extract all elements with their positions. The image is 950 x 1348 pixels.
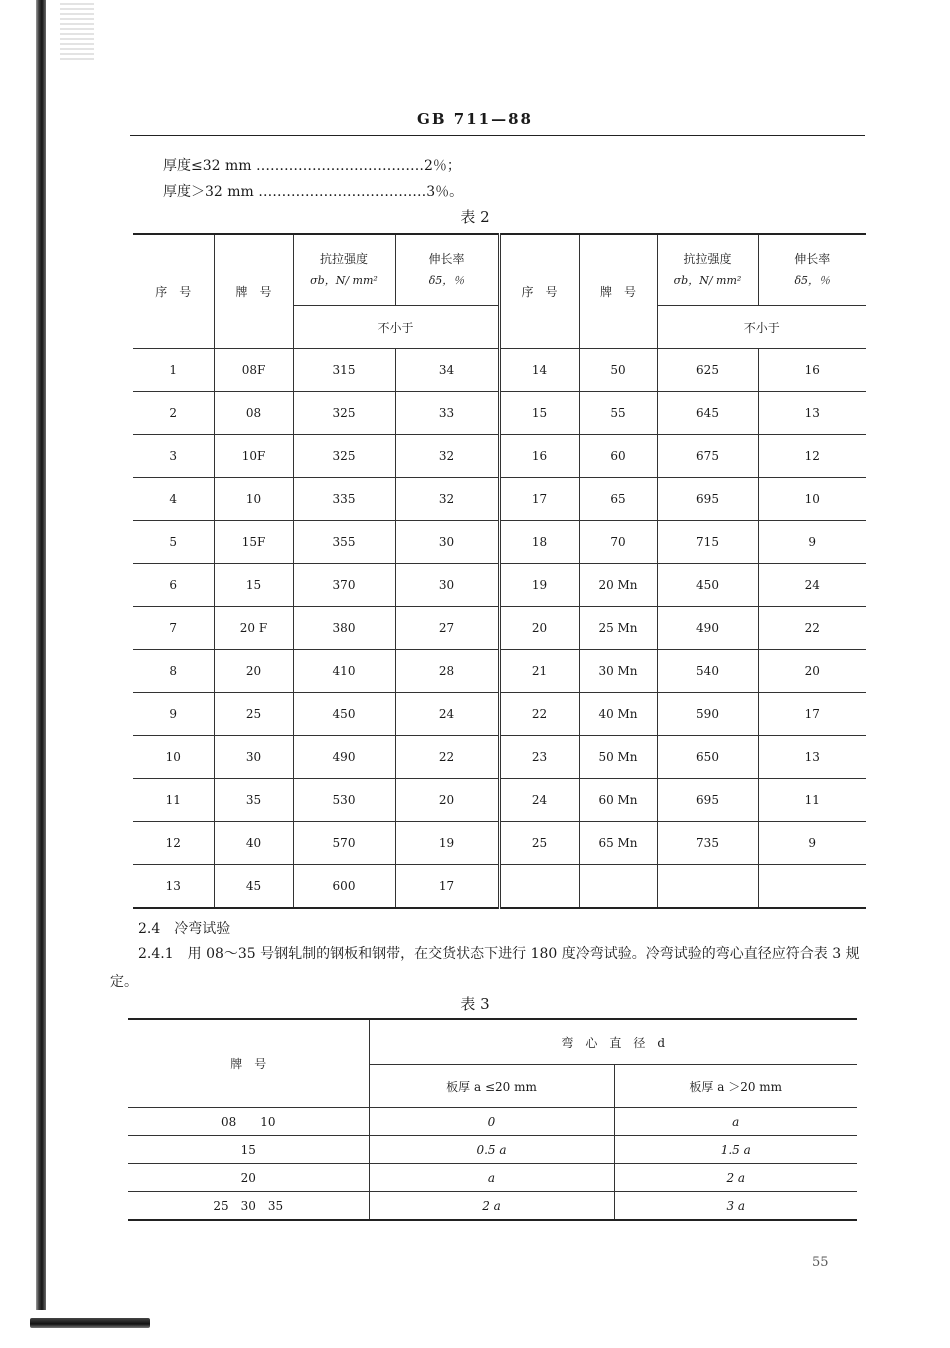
table-row	[128, 1136, 857, 1164]
table-cell: 21	[499, 650, 579, 693]
table2-header-strength-right	[657, 234, 758, 306]
table-cell: 3 a	[614, 1192, 857, 1221]
table-cell: 32	[395, 435, 499, 478]
table-row	[133, 478, 866, 521]
table-cell: 450	[293, 693, 395, 736]
table-cell: 695	[657, 478, 758, 521]
table-cell	[499, 865, 579, 909]
table-cell: 540	[657, 650, 758, 693]
table-cell: 15	[499, 392, 579, 435]
table-cell: 645	[657, 392, 758, 435]
note-thickness-gt-32: 厚度＞32 mm ………………………………3％。	[163, 184, 464, 200]
table-row	[133, 650, 866, 693]
table-cell: 16	[499, 435, 579, 478]
table-row	[133, 521, 866, 564]
table-cell: 23	[499, 736, 579, 779]
table-cell: 60	[579, 435, 657, 478]
elongation-name: 伸长率	[428, 252, 465, 266]
table-cell: 20	[499, 607, 579, 650]
table-cell: 8	[133, 650, 214, 693]
table-cell: 25	[499, 822, 579, 865]
table-cell: 10	[214, 478, 293, 521]
table-cell: 20	[214, 650, 293, 693]
table-cell: 490	[293, 736, 395, 779]
table-row	[133, 736, 866, 779]
table-cell: 0	[369, 1108, 614, 1136]
table-cell: 25 Mn	[579, 607, 657, 650]
table-cell: 40	[214, 822, 293, 865]
table-cell: 14	[499, 349, 579, 392]
table2-min-note-right: 不小于	[657, 306, 866, 349]
table-cell: 20	[758, 650, 866, 693]
table-cell: 355	[293, 521, 395, 564]
table-cell: 17	[395, 865, 499, 909]
table2-caption: 表 2	[460, 208, 490, 226]
table-cell: 315	[293, 349, 395, 392]
table-cell: 40 Mn	[579, 693, 657, 736]
table-cell: 715	[657, 521, 758, 564]
table2-header-strength	[293, 234, 395, 306]
table3-header-le20: 板厚 a ≤20 mm	[369, 1065, 614, 1108]
table-cell: 490	[657, 607, 758, 650]
table-cell: 590	[657, 693, 758, 736]
table-cell: 570	[293, 822, 395, 865]
strength-unit: σb，N/ mm²	[310, 274, 378, 287]
table3	[128, 1018, 857, 1221]
table-cell: 735	[657, 822, 758, 865]
table-cell: a	[369, 1164, 614, 1192]
table-row	[128, 1108, 857, 1136]
table-cell: 45	[214, 865, 293, 909]
table-cell: 25	[214, 693, 293, 736]
table-cell: 32	[395, 478, 499, 521]
table-cell: 17	[758, 693, 866, 736]
table2-body	[133, 349, 866, 909]
table-cell: 10F	[214, 435, 293, 478]
elongation-name-right: 伸长率	[794, 252, 831, 266]
table2	[133, 233, 866, 909]
table-cell: 4	[133, 478, 214, 521]
table-cell: 19	[395, 822, 499, 865]
elongation-unit: δ5，％	[428, 274, 465, 287]
table-row	[128, 1192, 857, 1221]
table-row	[133, 779, 866, 822]
table-row	[133, 822, 866, 865]
table-cell: 380	[293, 607, 395, 650]
scan-binding-edge	[36, 0, 46, 1310]
table-cell: 08F	[214, 349, 293, 392]
table-cell: 650	[657, 736, 758, 779]
table2-header-elongation	[395, 234, 499, 306]
table-cell: 22	[499, 693, 579, 736]
table-cell: 1.5 a	[614, 1136, 857, 1164]
table-cell: 5	[133, 521, 214, 564]
table-cell: 3	[133, 435, 214, 478]
table-cell: 20 F	[214, 607, 293, 650]
table3-body	[128, 1108, 857, 1221]
table-cell: 17	[499, 478, 579, 521]
table-cell: 600	[293, 865, 395, 909]
section-paragraph: 2.4.1 用 08～35 号钢轧制的钢板和钢带，在交货状态下进行 180 度冷弯试验。冷弯试验的弯心直径应符合表 3 规定。	[110, 946, 860, 990]
table-cell: 27	[395, 607, 499, 650]
table-cell: 530	[293, 779, 395, 822]
table-cell: 7	[133, 607, 214, 650]
header-rule	[130, 135, 865, 136]
section-title: 2.4 冷弯试验	[138, 921, 231, 937]
table-cell: 50 Mn	[579, 736, 657, 779]
table-cell: 2 a	[369, 1192, 614, 1221]
table-cell: 675	[657, 435, 758, 478]
table-cell: 70	[579, 521, 657, 564]
table-cell: 9	[758, 822, 866, 865]
table-cell: 30	[395, 564, 499, 607]
table-cell: 25 30 35	[128, 1192, 369, 1221]
table-cell: 30 Mn	[579, 650, 657, 693]
table-cell: a	[614, 1108, 857, 1136]
table-cell: 2 a	[614, 1164, 857, 1192]
table-cell: 11	[758, 779, 866, 822]
table-cell: 50	[579, 349, 657, 392]
table-cell: 20	[128, 1164, 369, 1192]
table-cell: 6	[133, 564, 214, 607]
table-row	[133, 865, 866, 909]
table-cell: 1	[133, 349, 214, 392]
table-cell	[657, 865, 758, 909]
table2-min-note: 不小于	[293, 306, 499, 349]
table-cell: 30	[395, 521, 499, 564]
strength-unit-right: σb，N/ mm²	[673, 274, 742, 287]
table-cell: 13	[758, 736, 866, 779]
table2-header-elongation-right	[758, 234, 866, 306]
table-cell: 9	[133, 693, 214, 736]
table-cell: 16	[758, 349, 866, 392]
table-cell: 60 Mn	[579, 779, 657, 822]
table-row	[128, 1164, 857, 1192]
table-cell	[579, 865, 657, 909]
table-cell: 24	[395, 693, 499, 736]
table2-header-seq: 序 号	[133, 234, 214, 349]
table-cell: 15F	[214, 521, 293, 564]
table-row	[133, 607, 866, 650]
table-cell: 22	[758, 607, 866, 650]
table-cell: 20	[395, 779, 499, 822]
table-cell: 65 Mn	[579, 822, 657, 865]
table-cell: 34	[395, 349, 499, 392]
strength-name-right: 抗拉强度	[683, 252, 732, 266]
table-cell: 35	[214, 779, 293, 822]
table-cell: 30	[214, 736, 293, 779]
table3-caption: 表 3	[460, 995, 490, 1013]
table-cell: 410	[293, 650, 395, 693]
table-row	[133, 564, 866, 607]
table-cell: 370	[293, 564, 395, 607]
table-cell: 65	[579, 478, 657, 521]
table-cell: 20 Mn	[579, 564, 657, 607]
table-row	[133, 349, 866, 392]
table-cell: 2	[133, 392, 214, 435]
table-cell: 11	[133, 779, 214, 822]
table-cell: 15	[128, 1136, 369, 1164]
table-cell: 695	[657, 779, 758, 822]
table-cell: 13	[133, 865, 214, 909]
table-cell: 12	[758, 435, 866, 478]
table-cell: 28	[395, 650, 499, 693]
table2-header-seq-right: 序 号	[499, 234, 579, 349]
table-row	[133, 435, 866, 478]
elongation-unit-right: δ5，％	[794, 274, 831, 287]
table-cell: 10	[133, 736, 214, 779]
table-cell	[758, 865, 866, 909]
table-cell: 33	[395, 392, 499, 435]
table3-header-gt20: 板厚 a ＞20 mm	[614, 1065, 857, 1108]
table3-header-diameter: 弯 心 直 径 d	[369, 1019, 857, 1065]
strength-name: 抗拉强度	[319, 252, 368, 266]
table-cell: 19	[499, 564, 579, 607]
table-cell: 15	[214, 564, 293, 607]
table-cell: 24	[499, 779, 579, 822]
note-thickness-le-32: 厚度≤32 mm ………………………………2％；	[163, 158, 461, 174]
table3-header-grade: 牌 号	[128, 1019, 369, 1108]
scan-binding-texture	[60, 0, 94, 60]
table-cell: 10	[758, 478, 866, 521]
table-row	[133, 392, 866, 435]
scan-binding-foot	[30, 1318, 150, 1328]
table-cell: 450	[657, 564, 758, 607]
table-cell: 325	[293, 392, 395, 435]
table-cell: 22	[395, 736, 499, 779]
table-cell: 325	[293, 435, 395, 478]
table-cell: 55	[579, 392, 657, 435]
table-cell: 13	[758, 392, 866, 435]
page-number: 55	[812, 1255, 829, 1270]
page-header: GB 711—88	[417, 110, 533, 128]
table-cell: 12	[133, 822, 214, 865]
table-cell: 08	[214, 392, 293, 435]
table2-header-grade: 牌 号	[214, 234, 293, 349]
table-cell: 335	[293, 478, 395, 521]
table-cell: 08 10	[128, 1108, 369, 1136]
table-cell: 9	[758, 521, 866, 564]
table-cell: 24	[758, 564, 866, 607]
table-row	[133, 693, 866, 736]
table-cell: 625	[657, 349, 758, 392]
table2-header-grade-right: 牌 号	[579, 234, 657, 349]
table-cell: 18	[499, 521, 579, 564]
table-cell: 0.5 a	[369, 1136, 614, 1164]
